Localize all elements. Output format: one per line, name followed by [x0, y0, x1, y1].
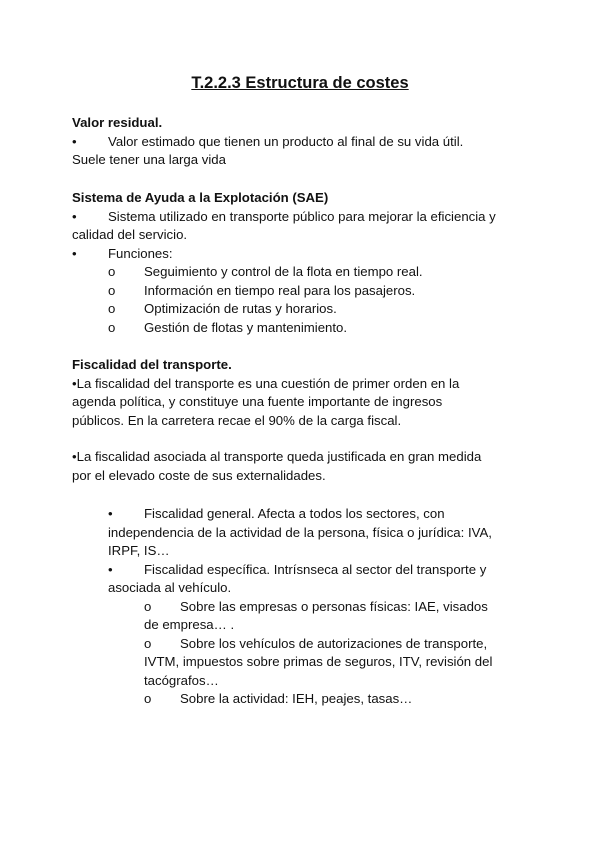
list-item-text: Sobre los vehículos de autorizaciones de transporte,: [180, 635, 488, 651]
list-item-text: Seguimiento y control de la flota en tiempo real.: [144, 264, 423, 279]
list-item: [108, 561, 532, 580]
bullet-icon: •: [72, 133, 77, 149]
section-sae: [72, 189, 532, 337]
paragraph-line: independencia de la actividad de la persona, física o jurídica: IVA,: [108, 524, 492, 540]
list-item-text: Sobre las empresas o personas físicas: IAE, visados: [180, 598, 488, 614]
paragraph-line: de empresa… .: [144, 617, 235, 632]
paragraph-line: tacógrafos…: [144, 672, 219, 688]
list-item: [72, 208, 532, 227]
paragraph-line: Suele tener una larga vida: [72, 152, 226, 167]
fiscal-types-list: [108, 505, 532, 709]
paragraph-line: asociada al vehículo.: [108, 580, 232, 595]
paragraph-line: públicos. En la carretera recae el 90% de la carga fiscal.: [72, 412, 402, 428]
list-item: [72, 263, 532, 282]
list-item-text: Fiscalidad general. Afecta a todos los sectores, con: [144, 506, 445, 521]
bullet-icon: •: [108, 561, 113, 577]
bullet-icon: •: [72, 208, 77, 224]
section-heading: Sistema de Ayuda a la Explotación (SAE): [72, 190, 329, 205]
list-item: [72, 319, 532, 338]
paragraph-line: agenda política, y constituye una fuente importante de ingresos: [72, 394, 443, 409]
list-item-text: Gestión de flotas y mantenimiento.: [144, 319, 348, 335]
circle-bullet-icon: o: [108, 264, 116, 279]
paragraph-line: IRPF, IS…: [108, 543, 170, 558]
list-item-text: Optimización de rutas y horarios.: [144, 301, 337, 316]
list-item: [144, 690, 532, 709]
bullet-icon: •: [72, 245, 77, 261]
section-valor-residual: [72, 114, 532, 170]
list-item-text: Valor estimado que tienen un producto al final de su vida útil.: [108, 133, 464, 149]
section-fiscalidad: [72, 356, 532, 485]
list-item-text: Fiscalidad específica. Intrísnseca al sector del transporte y: [144, 561, 487, 577]
section-heading: Fiscalidad del transporte.: [72, 357, 232, 372]
circle-bullet-icon: o: [144, 691, 152, 706]
list-item-text: Funciones:: [108, 245, 173, 261]
specific-tax-list: [144, 598, 532, 709]
list-item: [72, 133, 532, 152]
circle-bullet-icon: o: [108, 301, 116, 316]
circle-bullet-icon: o: [108, 282, 116, 298]
list-item: [72, 300, 532, 319]
page-title: T.2.2.3 Estructura de costes: [191, 74, 409, 92]
paragraph-line: •La fiscalidad asociada al transporte queda justificada en gran medida: [72, 449, 482, 464]
list-item: [108, 505, 532, 524]
list-item-text: Información en tiempo real para los pasajeros.: [144, 282, 416, 298]
list-item: [144, 635, 532, 691]
paragraph-line: por el elevado coste de sus externalidades.: [72, 467, 326, 483]
bullet-icon: •: [108, 506, 113, 521]
paragraph-line: calidad del servicio.: [72, 227, 188, 242]
list-item: [72, 245, 532, 264]
paragraph-line: •La fiscalidad del transporte es una cuestión de primer orden en la: [72, 375, 460, 391]
list-item-text: Sobre la actividad: IEH, peajes, tasas…: [180, 691, 413, 706]
paragraph-line: IVTM, impuestos sobre primas de seguros, ITV, revisión del: [144, 654, 493, 669]
circle-bullet-icon: o: [144, 598, 152, 614]
circle-bullet-icon: o: [144, 635, 152, 651]
list-item: [72, 282, 532, 301]
list-item: [144, 598, 532, 635]
section-heading: Valor residual.: [72, 115, 163, 130]
list-item-text: Sistema utilizado en transporte público para mejorar la eficiencia y: [108, 208, 496, 224]
circle-bullet-icon: o: [108, 319, 116, 335]
